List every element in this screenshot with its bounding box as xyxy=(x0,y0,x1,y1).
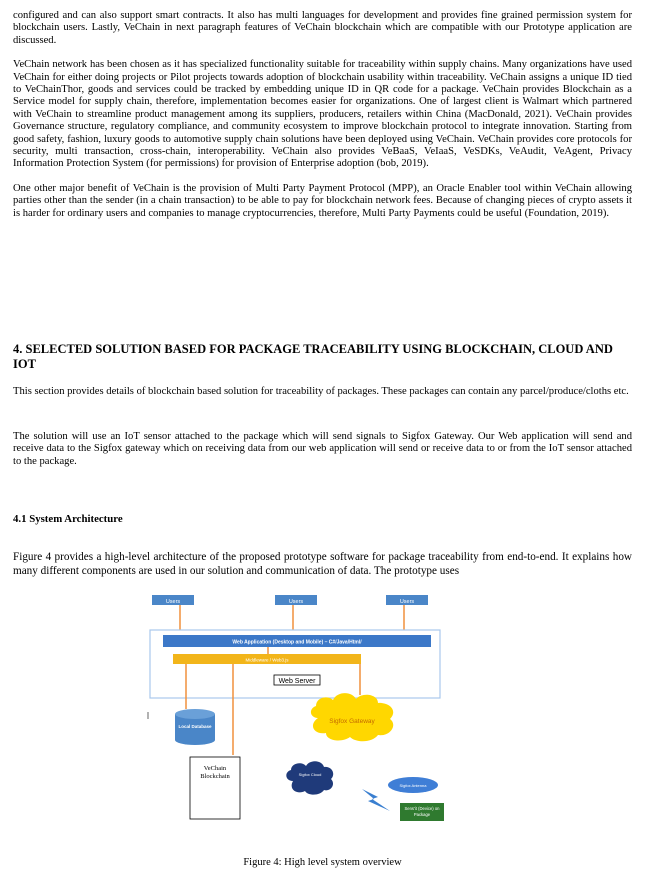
top-paragraphs xyxy=(13,10,632,220)
sigfox-antenna-label: Sigfox Antenna xyxy=(399,783,427,788)
user-label-2: Users xyxy=(288,599,304,605)
middleware-label: Middleware / Web3.js xyxy=(245,657,289,663)
sigfox-antenna xyxy=(388,777,438,793)
subsection-paragraph: Figure 4 provides a high-level architecture of the proposed prototype software for package traceability from end-to-end. It explains how many different components are used in our solution and communication of data. The prototype uses xyxy=(13,551,632,577)
section-heading: 4. SELECTED SOLUTION BASED FOR PACKAGE TRACEABILITY USING BLOCKCHAIN, CLOUD AND IOT xyxy=(13,342,613,371)
user-label-1: Users xyxy=(165,599,181,605)
middleware-bar xyxy=(173,654,361,664)
user-box-3 xyxy=(386,595,428,605)
vechain-label: VeChain Blockchain xyxy=(200,765,230,780)
user-box-2 xyxy=(275,595,317,605)
sigfox-cloud-label: Sigfox Cloud xyxy=(298,772,322,777)
database-label: Local Database xyxy=(178,724,212,729)
web-application-bar xyxy=(163,635,431,647)
web-app-label: Web Application (Desktop and Mobile) – C#/Java/Html/ xyxy=(232,639,362,646)
lightning-icon xyxy=(362,789,390,811)
paragraph-vechain-network: VeChain network has been chosen as it has specialized functionality suitable for traceability within supply chains. Many organizations have used VeChain for either doing projects or Pilot projects towards adoption of blockchain usability within traceability. VeChain assigns a unique ID tied to VeChainThor, goods and services could be tracked by embedding unique ID in QR code for a package. VeChain provides Blockchain as a Service model for supply chain, therefore, implementation becomes easier for organizations. One of largest client is Walmart which partnered with VeChain to streamline product management among its suppliers, producers, retailers within China (MacDonald, 2021). VeChain provides Governance structure, regulatory compliance, and community ecosystem to improve blockchain protocol to integrate innovation. Starting from good safety, fashion, luxury goods to automotive supply chain solutions have been deployed using VeChain. VeChain provides core protocols for security, multi transaction, cross-chain, interoperability. VeChain also provides VeBaaS, VeIaaS, VeSDKs, VeAudit, VeAgent, Privacy Information Protection System (for permissions) for provision of Enterprise adoption (bob, 2019). xyxy=(13,59,632,170)
sigfox-gateway-label: Sigfox Gateway xyxy=(329,718,375,725)
user-label-3: Users xyxy=(399,599,415,605)
user-box-1 xyxy=(152,595,194,605)
web-server-label: Web Server xyxy=(278,678,316,685)
sensor-device-box xyxy=(400,803,444,821)
paragraph-vechain-mpp: One other major benefit of VeChain is the provision of Multi Party Payment Protocol (MPP), an Oracle Enabler tool within VeChain allowing parties other than the sender (in a chain transaction) to be able to pay for blockchain network fees. Because of changing pieces of crypto assets it is harder for ordinary users and companies to manage cryptocurrencies, therefore, Multi Party Payments could be useful (Foundation, 2019). xyxy=(13,182,632,219)
paragraph-vechain-intro: configured and can also support smart contracts. It also has multi languages for development and provides fine grained permission system for blockchain users. Lastly, VeChain in next paragraph features of VeChain blockchain which are compatible with our Prototype application are discussed. xyxy=(13,10,632,46)
svg-text:Local Database xyxy=(178,724,212,729)
section-paragraph-2: The solution will use an IoT sensor attached to the package which will send signals to Sigfox Gateway. Our Web application will send and receive data to the Sigfox gateway which on receiving data from our web application will send or receive data to or from the IoT sensor attached to the package. xyxy=(13,431,632,467)
sigfox-gateway-cloud xyxy=(311,693,393,741)
web-server-box xyxy=(274,675,320,685)
section-paragraph-1: This section provides details of blockchain based solution for traceability of packages. These packages can contain any parcel/produce/cloths etc. xyxy=(13,386,629,397)
sigfox-cloud xyxy=(286,761,333,794)
subsection-heading: 4.1 System Architecture xyxy=(13,513,123,525)
figure-caption: Figure 4: High level system overview xyxy=(243,857,402,868)
local-database xyxy=(175,709,215,745)
architecture-diagram xyxy=(0,585,645,845)
sensor-label: Sens'it (Device) on Package xyxy=(404,806,440,817)
vechain-blockchain-box xyxy=(190,757,240,819)
